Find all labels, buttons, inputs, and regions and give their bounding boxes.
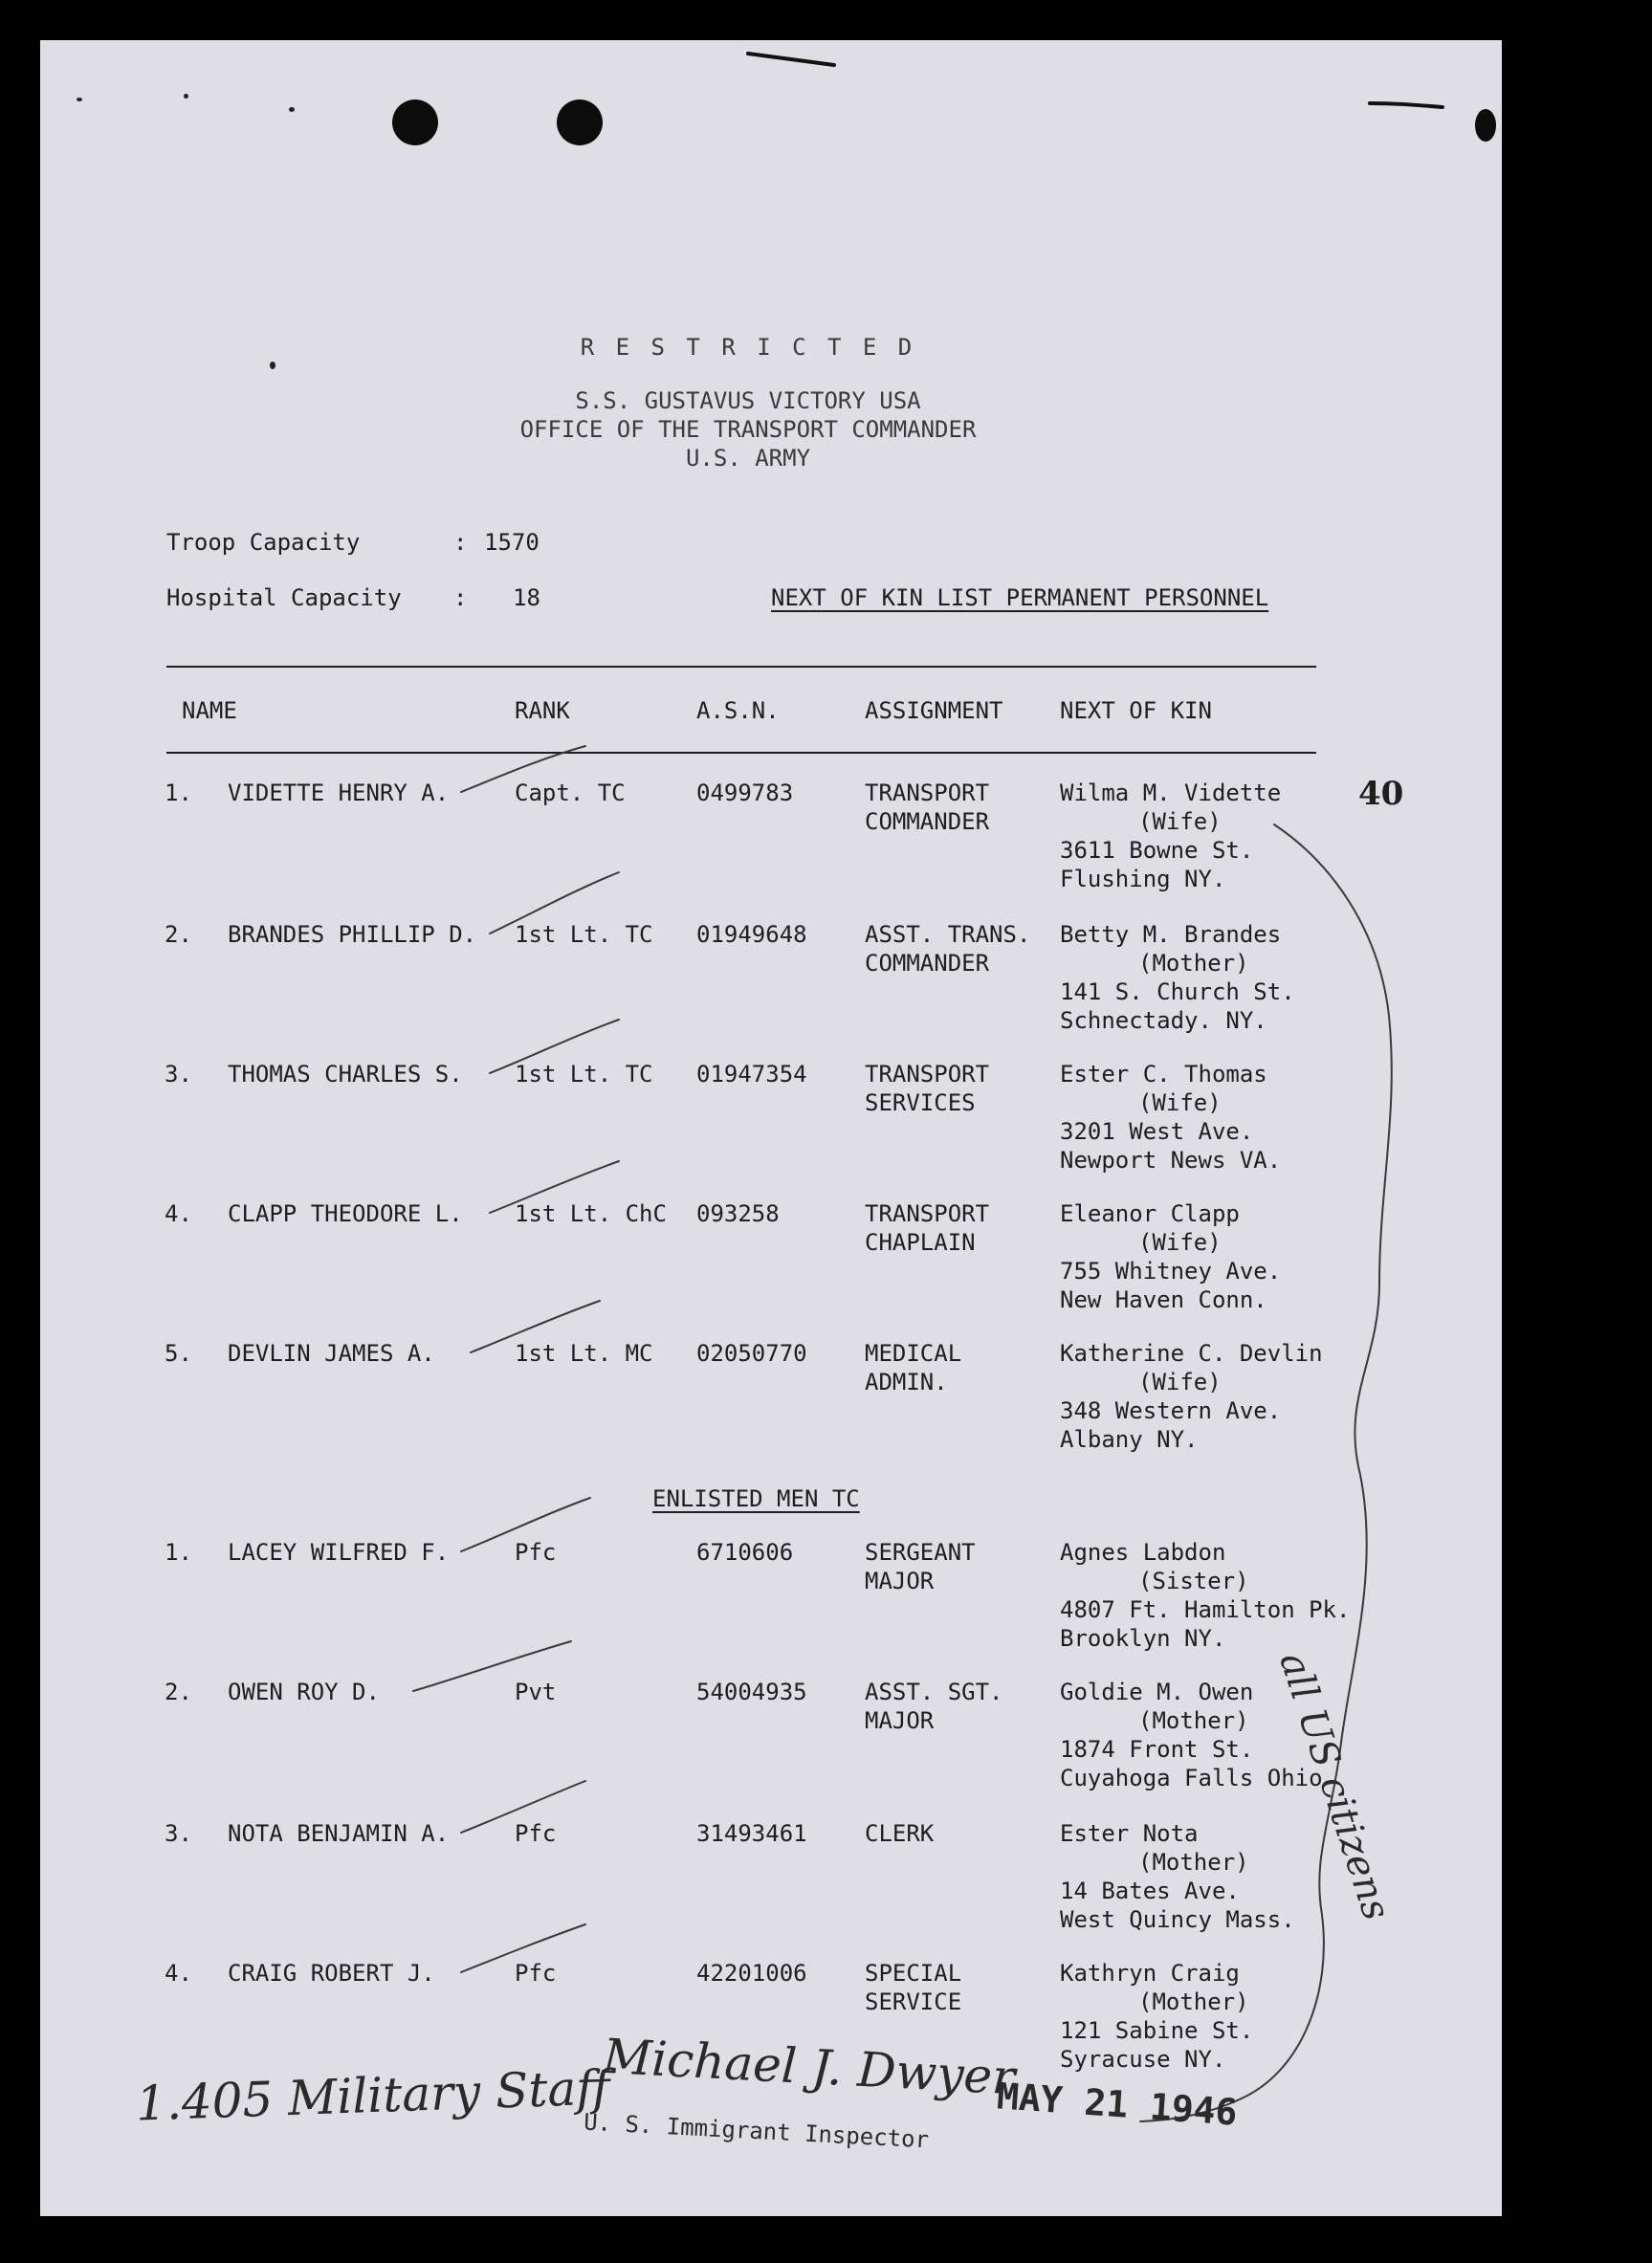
column-header-rank: RANK bbox=[515, 697, 570, 724]
person-name: CLAPP THEODORE L. bbox=[228, 1200, 463, 1227]
person-name: DEVLIN JAMES A. bbox=[228, 1340, 435, 1367]
top-dash bbox=[748, 54, 834, 65]
row-number: 1. bbox=[165, 1539, 192, 1566]
kin-address-line: 3611 Bowne St. bbox=[1060, 837, 1254, 864]
header-rule-bottom bbox=[166, 752, 1316, 754]
troop-capacity-value: 1570 bbox=[484, 529, 540, 556]
assignment-line: MAJOR bbox=[865, 1707, 935, 1734]
row-number: 4. bbox=[165, 1960, 192, 1987]
person-rank: 1st Lt. TC bbox=[515, 1061, 653, 1088]
kin-address-line: 121 Sabine St. bbox=[1060, 2017, 1254, 2044]
person-rank: Pfc bbox=[515, 1820, 557, 1847]
paper-speck bbox=[289, 107, 295, 112]
kin-relation: (Wife) bbox=[1138, 1089, 1222, 1116]
kin-relation: (Sister) bbox=[1138, 1568, 1249, 1594]
assignment-line: TRANSPORT bbox=[865, 780, 990, 806]
row-number: 2. bbox=[165, 1679, 192, 1705]
column-header-assignment: ASSIGNMENT bbox=[865, 697, 1003, 724]
person-asn: 02050770 bbox=[696, 1340, 807, 1367]
person-rank: Pvt bbox=[515, 1679, 557, 1705]
assignment-line: ADMIN. bbox=[865, 1369, 948, 1395]
kin-address-line: West Quincy Mass. bbox=[1060, 1906, 1295, 1933]
page-number: 40 bbox=[1358, 775, 1404, 813]
kin-address-line: 4807 Ft. Hamilton Pk. bbox=[1060, 1596, 1351, 1623]
ship-heading: S.S. GUSTAVUS VICTORY USA bbox=[575, 387, 921, 414]
row-number: 3. bbox=[165, 1061, 192, 1088]
next-of-kin bbox=[1060, 1060, 1281, 1175]
person-rank: 1st Lt. TC bbox=[515, 921, 653, 948]
next-of-kin bbox=[1060, 1538, 1350, 1653]
person-name: LACEY WILFRED F. bbox=[228, 1539, 450, 1566]
troop-capacity-label: Troop Capacity bbox=[166, 529, 361, 556]
kin-address-line: 141 S. Church St. bbox=[1060, 978, 1295, 1005]
hospital-capacity-separator: : bbox=[453, 584, 468, 611]
kin-name: Agnes Labdon bbox=[1060, 1539, 1226, 1566]
person-asn: 01949648 bbox=[696, 921, 807, 948]
kin-address-line: Albany NY. bbox=[1060, 1426, 1199, 1453]
kin-address-line: Syracuse NY. bbox=[1060, 2046, 1226, 2073]
person-rank: Capt. TC bbox=[515, 780, 626, 806]
kin-relation: (Wife) bbox=[1138, 808, 1222, 835]
assignment-line: MEDICAL bbox=[865, 1340, 962, 1367]
kin-relation: (Mother) bbox=[1138, 1849, 1249, 1876]
hospital-capacity-label: Hospital Capacity bbox=[166, 584, 402, 611]
person-assignment bbox=[865, 1959, 961, 2016]
kin-address-line: 755 Whitney Ave. bbox=[1060, 1258, 1282, 1285]
person-assignment bbox=[865, 1678, 1003, 1735]
person-assignment bbox=[865, 1339, 961, 1396]
assignment-line: TRANSPORT bbox=[865, 1061, 990, 1088]
row-number: 1. bbox=[165, 780, 192, 806]
assignment-line: SPECIAL bbox=[865, 1960, 962, 1987]
assignment-line: SERGEANT bbox=[865, 1539, 976, 1566]
next-of-kin bbox=[1060, 779, 1281, 893]
next-of-kin bbox=[1060, 1199, 1281, 1314]
person-assignment bbox=[865, 1819, 934, 1848]
kin-name: Eleanor Clapp bbox=[1060, 1200, 1240, 1227]
assignment-line: CLERK bbox=[865, 1820, 935, 1847]
paper-speck bbox=[1475, 109, 1496, 142]
person-assignment bbox=[865, 1060, 989, 1117]
paper-speck bbox=[77, 98, 82, 101]
person-rank: 1st Lt. MC bbox=[515, 1340, 653, 1367]
troop-capacity-separator: : bbox=[453, 529, 468, 556]
kin-address-line: Schnectady. NY. bbox=[1060, 1007, 1267, 1034]
person-assignment bbox=[865, 1199, 989, 1257]
person-name: CRAIG ROBERT J. bbox=[228, 1960, 435, 1987]
person-asn: 093258 bbox=[696, 1200, 780, 1227]
person-asn: 0499783 bbox=[696, 780, 794, 806]
kin-relation: (Wife) bbox=[1138, 1229, 1222, 1256]
paper-speck bbox=[184, 94, 188, 99]
person-name: THOMAS CHARLES S. bbox=[228, 1061, 463, 1088]
inspector-stamp: U. S. Immigrant Inspector bbox=[583, 2108, 930, 2154]
kin-name: Ester C. Thomas bbox=[1060, 1061, 1267, 1088]
hospital-capacity-value: 18 bbox=[513, 584, 540, 611]
kin-address-line: 14 Bates Ave. bbox=[1060, 1878, 1240, 1904]
kin-address-line: 348 Western Ave. bbox=[1060, 1397, 1282, 1424]
next-of-kin bbox=[1060, 1819, 1295, 1934]
kin-address-line: 3201 West Ave. bbox=[1060, 1118, 1254, 1145]
kin-name: Kathryn Craig bbox=[1060, 1960, 1240, 1987]
kin-name: Wilma M. Vidette bbox=[1060, 780, 1282, 806]
header-rule-top bbox=[166, 666, 1316, 668]
assignment-line: TRANSPORT bbox=[865, 1200, 990, 1227]
person-asn: 42201006 bbox=[696, 1960, 807, 1987]
kin-relation: (Mother) bbox=[1138, 1988, 1249, 2015]
enlisted-heading: ENLISTED MEN TC bbox=[652, 1485, 860, 1512]
kin-name: Ester Nota bbox=[1060, 1820, 1199, 1847]
kin-address-line: Cuyahoga Falls Ohio bbox=[1060, 1765, 1323, 1791]
row-number: 4. bbox=[165, 1200, 192, 1227]
assignment-line: SERVICES bbox=[865, 1089, 976, 1116]
kin-relation: (Mother) bbox=[1138, 1707, 1249, 1734]
assignment-line: CHAPLAIN bbox=[865, 1229, 976, 1256]
military-staff-note: 1.405 Military Staff bbox=[135, 2059, 611, 2132]
date-stamp: MAY 21 1946 bbox=[995, 2075, 1239, 2134]
office-heading: OFFICE OF THE TRANSPORT COMMANDER bbox=[519, 416, 977, 443]
next-of-kin bbox=[1060, 920, 1295, 1035]
kin-address-line: 1874 Front St. bbox=[1060, 1736, 1254, 1763]
kin-name: Katherine C. Devlin bbox=[1060, 1340, 1323, 1367]
person-assignment bbox=[865, 1538, 976, 1595]
person-name: VIDETTE HENRY A. bbox=[228, 780, 450, 806]
person-assignment bbox=[865, 920, 1030, 978]
person-rank: 1st Lt. ChC bbox=[515, 1200, 667, 1227]
document-page bbox=[40, 40, 1502, 2216]
kin-name: Betty M. Brandes bbox=[1060, 921, 1282, 948]
person-assignment bbox=[865, 779, 989, 836]
person-name: BRANDES PHILLIP D. bbox=[228, 921, 477, 948]
assignment-line: COMMANDER bbox=[865, 808, 990, 835]
assignment-line: ASST. TRANS. bbox=[865, 921, 1031, 948]
paper-speck bbox=[270, 362, 275, 369]
row-number: 3. bbox=[165, 1820, 192, 1847]
kin-address-line: Newport News VA. bbox=[1060, 1147, 1282, 1174]
classification-heading: R E S T R I C T E D bbox=[580, 334, 916, 361]
kin-name: Goldie M. Owen bbox=[1060, 1679, 1254, 1705]
list-title: NEXT OF KIN LIST PERMANENT PERSONNEL bbox=[771, 584, 1269, 611]
person-rank: Pfc bbox=[515, 1960, 557, 1987]
punch-hole-right bbox=[557, 99, 603, 145]
top-right-dash bbox=[1370, 103, 1443, 107]
branch-heading: U.S. ARMY bbox=[685, 445, 811, 472]
person-asn: 31493461 bbox=[696, 1820, 807, 1847]
person-asn: 6710606 bbox=[696, 1539, 794, 1566]
person-name: OWEN ROY D. bbox=[228, 1679, 380, 1705]
inspector-signature: Michael J. Dwyer bbox=[601, 2028, 1017, 2106]
kin-relation: (Wife) bbox=[1138, 1369, 1222, 1395]
column-header-name: NAME bbox=[182, 697, 237, 724]
punch-hole-left bbox=[392, 99, 438, 145]
column-header-next-of-kin: NEXT OF KIN bbox=[1060, 697, 1212, 724]
person-asn: 01947354 bbox=[696, 1061, 807, 1088]
kin-address-line: Flushing NY. bbox=[1060, 866, 1226, 892]
person-name: NOTA BENJAMIN A. bbox=[228, 1820, 450, 1847]
assignment-line: COMMANDER bbox=[865, 950, 990, 977]
next-of-kin bbox=[1060, 1959, 1253, 2074]
kin-relation: (Mother) bbox=[1138, 950, 1249, 977]
assignment-line: ASST. SGT. bbox=[865, 1679, 1003, 1705]
person-asn: 54004935 bbox=[696, 1679, 807, 1705]
column-header-asn: A.S.N. bbox=[696, 697, 780, 724]
next-of-kin bbox=[1060, 1339, 1323, 1454]
margin-citizens-note: all US citizens bbox=[1270, 1647, 1399, 1926]
assignment-line: MAJOR bbox=[865, 1568, 935, 1594]
person-rank: Pfc bbox=[515, 1539, 557, 1566]
kin-address-line: Brooklyn NY. bbox=[1060, 1625, 1226, 1652]
row-number: 2. bbox=[165, 921, 192, 948]
assignment-line: SERVICE bbox=[865, 1988, 962, 2015]
row-number: 5. bbox=[165, 1340, 192, 1367]
kin-address-line: New Haven Conn. bbox=[1060, 1286, 1267, 1313]
